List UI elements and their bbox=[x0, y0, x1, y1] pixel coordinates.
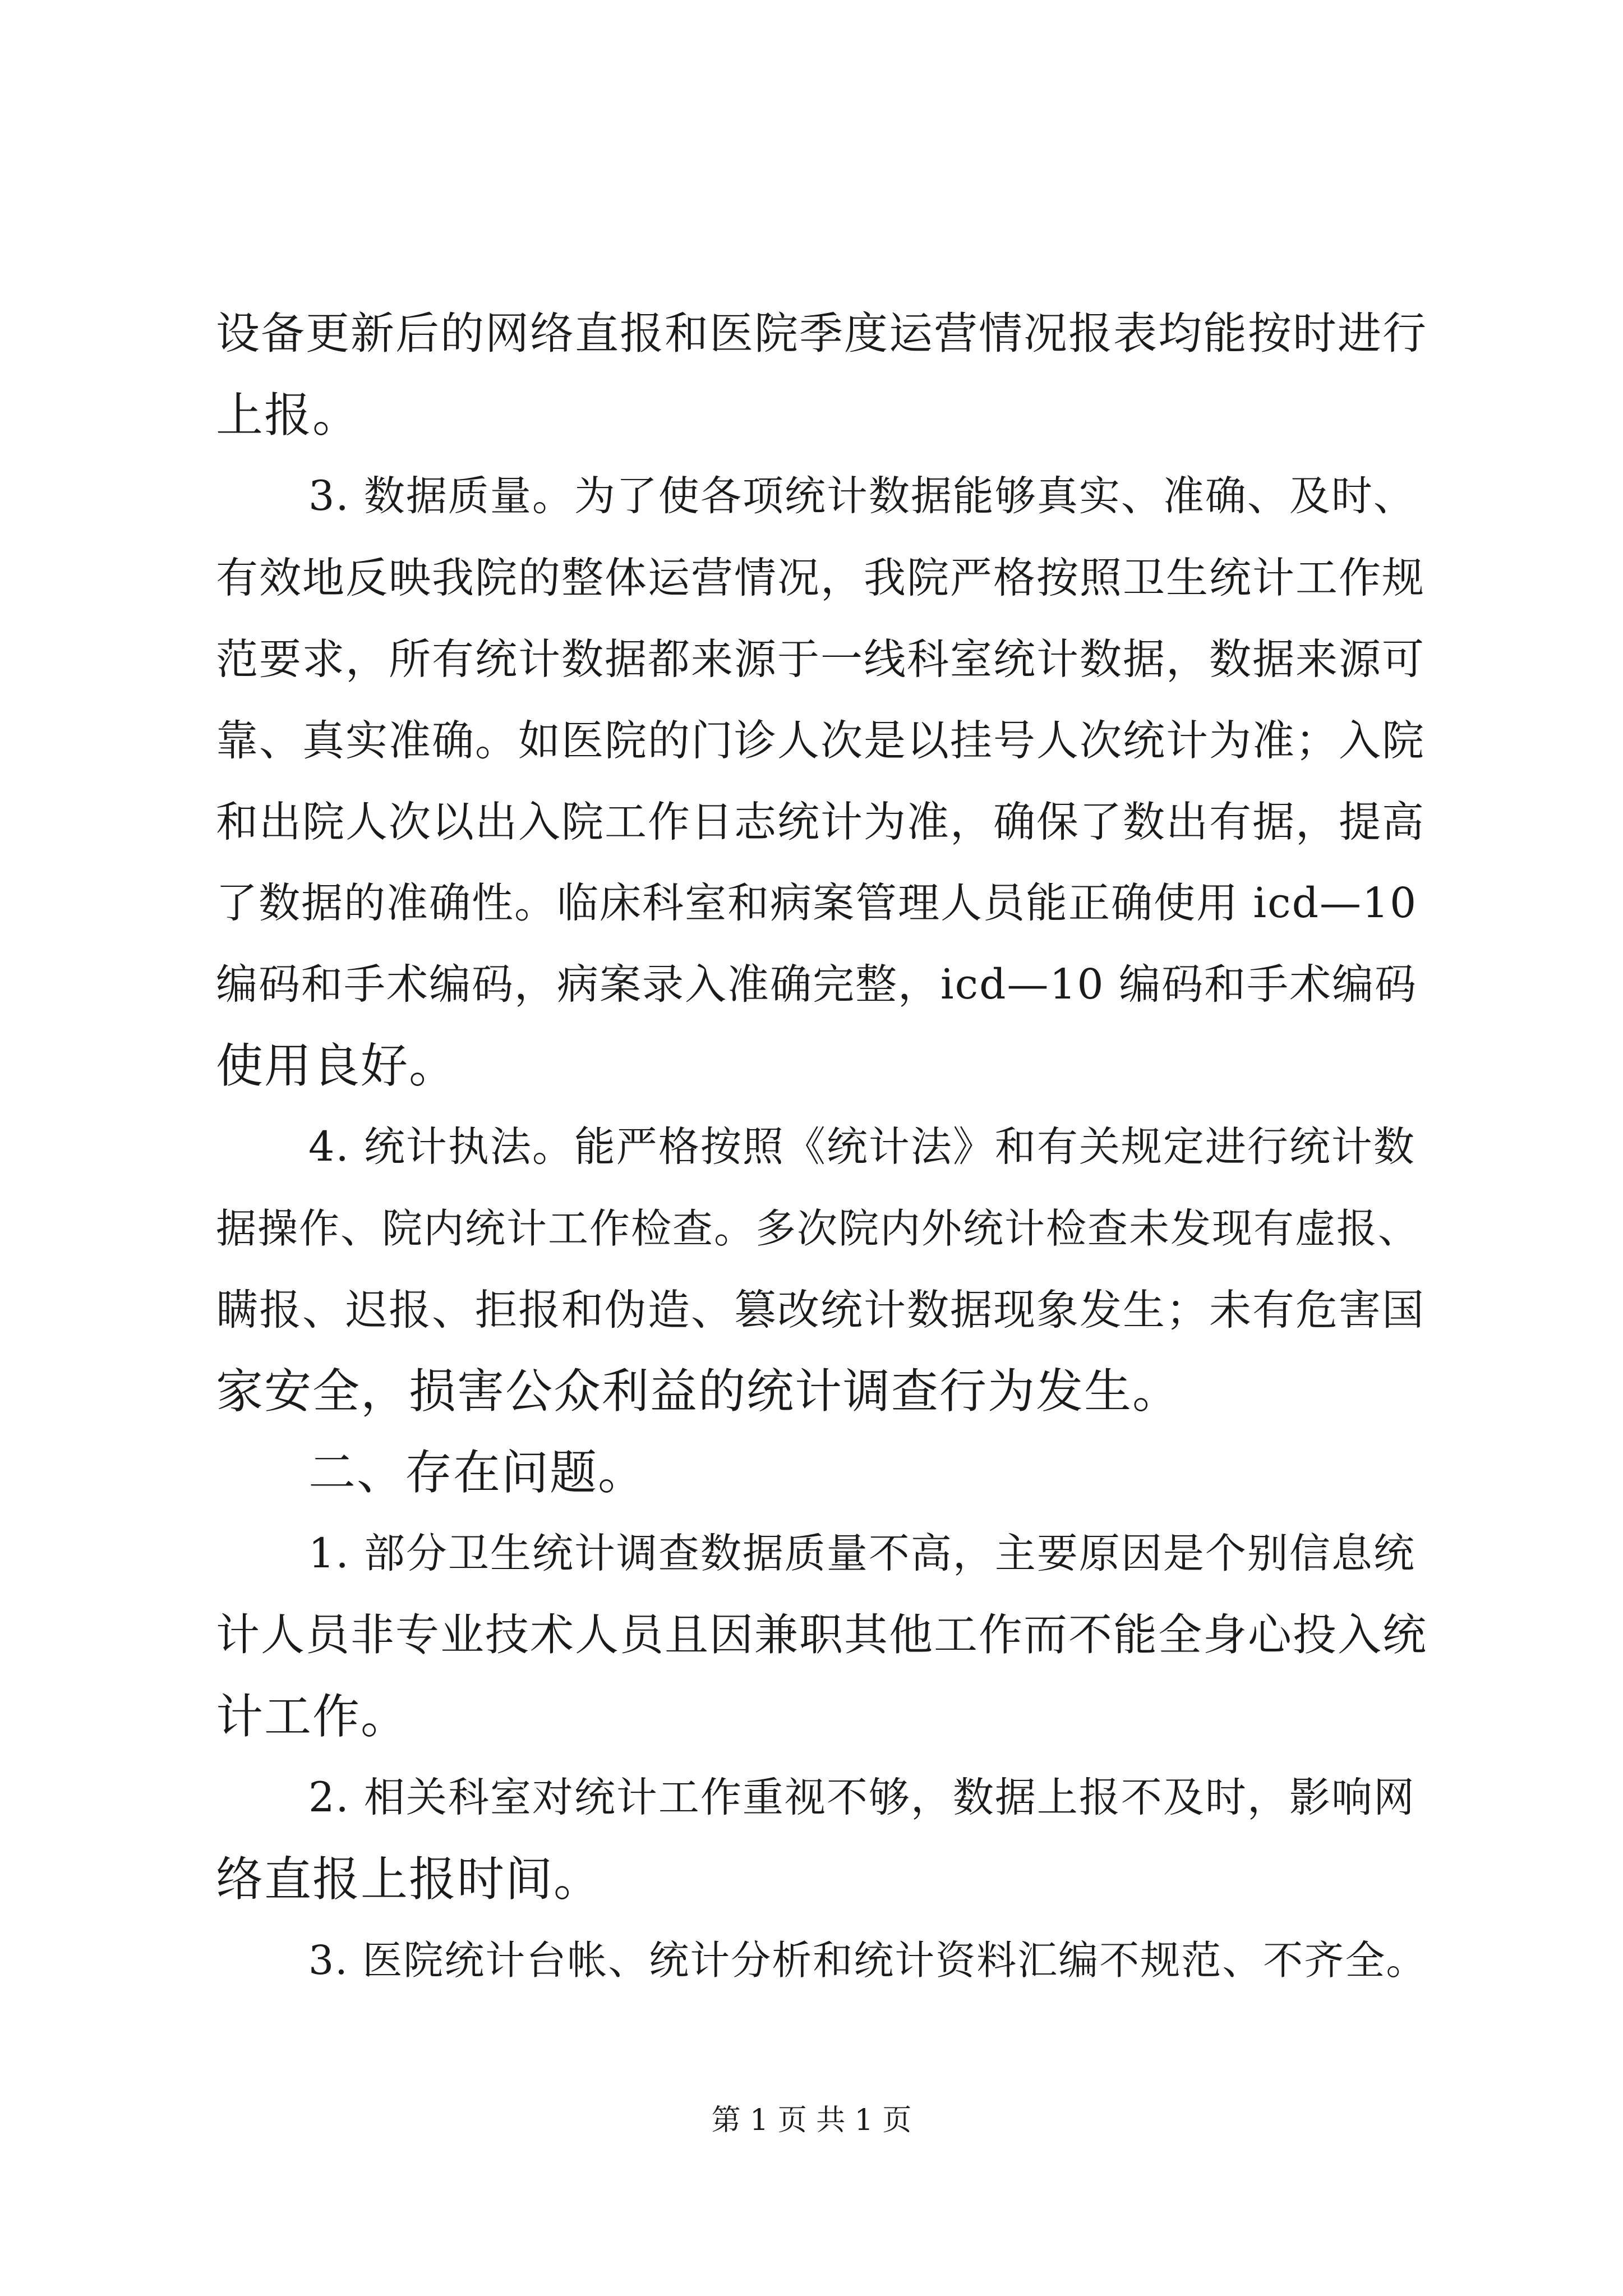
body-line: 瞒报、迟报、拒报和伪造、篡改统计数据现象发生；未有危害国 bbox=[216, 1285, 1426, 1335]
body-line: 和出院人次以出入院工作日志统计为准，确保了数出有据，提高 bbox=[216, 797, 1426, 846]
body-line: 有效地反映我院的整体运营情况，我院严格按照卫生统计工作规 bbox=[216, 553, 1426, 602]
body-line: 范要求，所有统计数据都来源于一线科室统计数据，数据来源可 bbox=[216, 634, 1426, 684]
body-line: 编码和手术编码，病案录入准确完整，icd—10 编码和手术编码 bbox=[216, 960, 1418, 1009]
body-line: 计工作。 bbox=[216, 1689, 409, 1744]
body-line: 家安全，损害公众利益的统计调查行为发生。 bbox=[216, 1364, 1181, 1419]
body-line: 计人员非专业技术人员且因兼职其他工作而不能全身心投入统 bbox=[216, 1610, 1428, 1660]
paragraph-start-line: 3. 医院统计台帐、统计分析和统计资料汇编不规范、不齐全。 bbox=[308, 1937, 1427, 1984]
body-line: 了数据的准确性。临床科室和病案管理人员能正确使用 icd—10 bbox=[216, 879, 1418, 927]
body-line: 使用良好。 bbox=[216, 1038, 458, 1093]
paragraph-start-line: 3. 数据质量。为了使各项统计数据能够真实、准确、及时、 bbox=[308, 472, 1415, 520]
body-line: 络直报上报时间。 bbox=[216, 1852, 602, 1907]
body-line: 据操作、院内统计工作检查。多次院内外统计检查未发现有虚报、 bbox=[216, 1205, 1420, 1252]
body-line: 靠、真实准确。如医院的门诊人次是以挂号人次统计为准；入院 bbox=[216, 716, 1426, 765]
body-line: 上报。 bbox=[216, 388, 361, 443]
page-number-footer: 第 1 页 共 1 页 bbox=[711, 2104, 912, 2137]
section-heading: 二、存在问题。 bbox=[308, 1445, 647, 1500]
paragraph-start-line: 2. 相关科室对统计工作重视不够，数据上报不及时，影响网 bbox=[308, 1774, 1415, 1821]
paragraph-start-line: 1. 部分卫生统计调查数据质量不高，主要原因是个别信息统 bbox=[308, 1530, 1415, 1577]
paragraph-start-line: 4. 统计执法。能严格按照《统计法》和有关规定进行统计数 bbox=[308, 1123, 1415, 1171]
body-line: 设备更新后的网络直报和医院季度运营情况报表均能按时进行 bbox=[216, 309, 1428, 359]
